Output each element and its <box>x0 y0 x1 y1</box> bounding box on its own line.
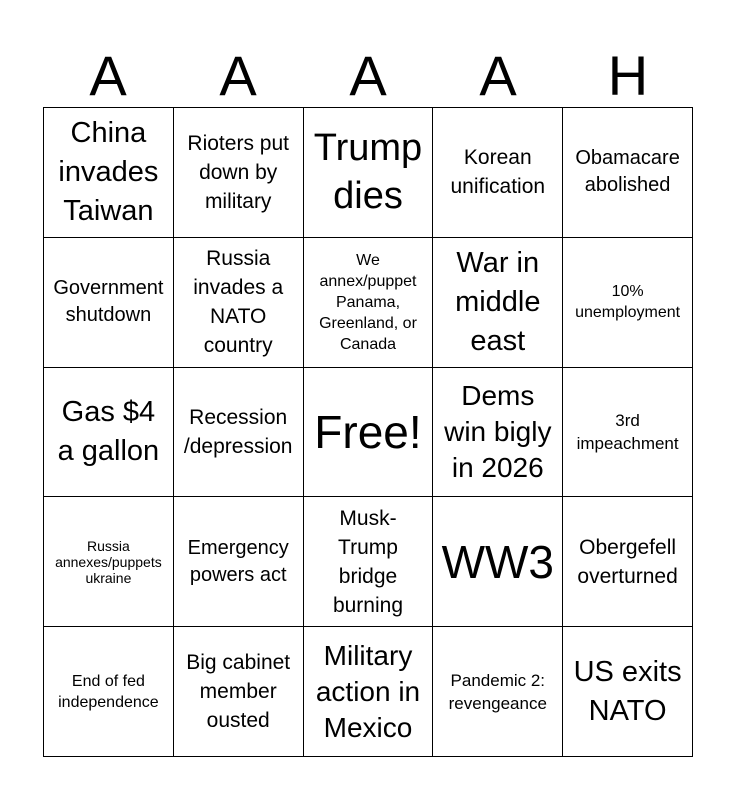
bingo-cell-r5c4[interactable] <box>433 627 563 757</box>
cell-text: 10% unemployment <box>575 283 681 322</box>
cell-text: China invades Taiwan <box>58 116 159 227</box>
bingo-cell-r3c1[interactable] <box>44 368 174 498</box>
cell-text: Gas $4 a gallon <box>57 395 160 467</box>
cell-text: Pandemic 2: revengeance <box>448 670 547 713</box>
cell-text: Russia invades a NATO country <box>193 247 284 358</box>
header-letter-1: A <box>89 44 127 107</box>
cell-text: Musk-Trump bridge burning <box>332 506 404 617</box>
bingo-cell-r1c5[interactable] <box>563 108 693 238</box>
cell-text: Russia annexes/puppets ukraine <box>55 537 162 586</box>
bingo-board <box>43 107 693 757</box>
cell-text: Obamacare abolished <box>575 147 680 197</box>
bingo-header <box>43 44 693 108</box>
bingo-cell-r2c4[interactable] <box>433 238 563 368</box>
bingo-cell-r5c3[interactable] <box>304 627 434 757</box>
bingo-cell-r3c2[interactable] <box>174 368 304 498</box>
header-letter-4: A <box>479 44 517 107</box>
bingo-cell-free[interactable] <box>304 368 434 498</box>
bingo-cell-r5c5[interactable] <box>563 627 693 757</box>
cell-text: 3rd impeachment <box>576 410 679 453</box>
bingo-cell-r1c2[interactable] <box>174 108 304 238</box>
cell-text: Korean unification <box>450 146 546 199</box>
bingo-cell-r2c2[interactable] <box>174 238 304 368</box>
header-letter-3: A <box>349 44 387 107</box>
cell-text: Military action in Mexico <box>315 639 421 743</box>
bingo-cell-r4c5[interactable] <box>563 497 693 627</box>
bingo-cell-r3c5[interactable] <box>563 368 693 498</box>
bingo-cell-r1c3[interactable] <box>304 108 434 238</box>
cell-text: Government shutdown <box>53 277 164 327</box>
bingo-cell-r4c2[interactable] <box>174 497 304 627</box>
bingo-cell-r2c3[interactable] <box>304 238 434 368</box>
bingo-cell-r2c5[interactable] <box>563 238 693 368</box>
bingo-cell-r1c1[interactable] <box>44 108 174 238</box>
cell-text: Free! <box>314 405 422 458</box>
cell-text: Obergefell overturned <box>577 535 678 588</box>
bingo-cell-r1c4[interactable] <box>433 108 563 238</box>
bingo-cell-r5c2[interactable] <box>174 627 304 757</box>
bingo-cell-r4c3[interactable] <box>304 497 434 627</box>
cell-text: War in middle east <box>455 246 541 357</box>
bingo-cell-r4c1[interactable] <box>44 497 174 627</box>
bingo-cell-r2c1[interactable] <box>44 238 174 368</box>
cell-text: End of fed independence <box>58 672 159 711</box>
cell-text: Big cabinet member ousted <box>186 651 291 733</box>
cell-text: Dems win bigly in 2026 <box>444 379 552 483</box>
header-letter-5: H <box>607 44 649 107</box>
cell-text: Trump dies <box>313 127 423 218</box>
cell-text: We annex/puppet Panama, Greenland, or Canada <box>319 251 417 353</box>
cell-text: WW3 <box>441 535 554 588</box>
cell-text: Rioters put down by military <box>187 131 289 213</box>
bingo-cell-r4c4[interactable] <box>433 497 563 627</box>
cell-text: Recession /depression <box>183 405 293 458</box>
bingo-cell-r3c4[interactable] <box>433 368 563 498</box>
cell-text: Emergency powers act <box>187 536 289 586</box>
header-letter-2: A <box>219 44 257 107</box>
cell-text: US exits NATO <box>573 655 682 727</box>
bingo-cell-r5c1[interactable] <box>44 627 174 757</box>
